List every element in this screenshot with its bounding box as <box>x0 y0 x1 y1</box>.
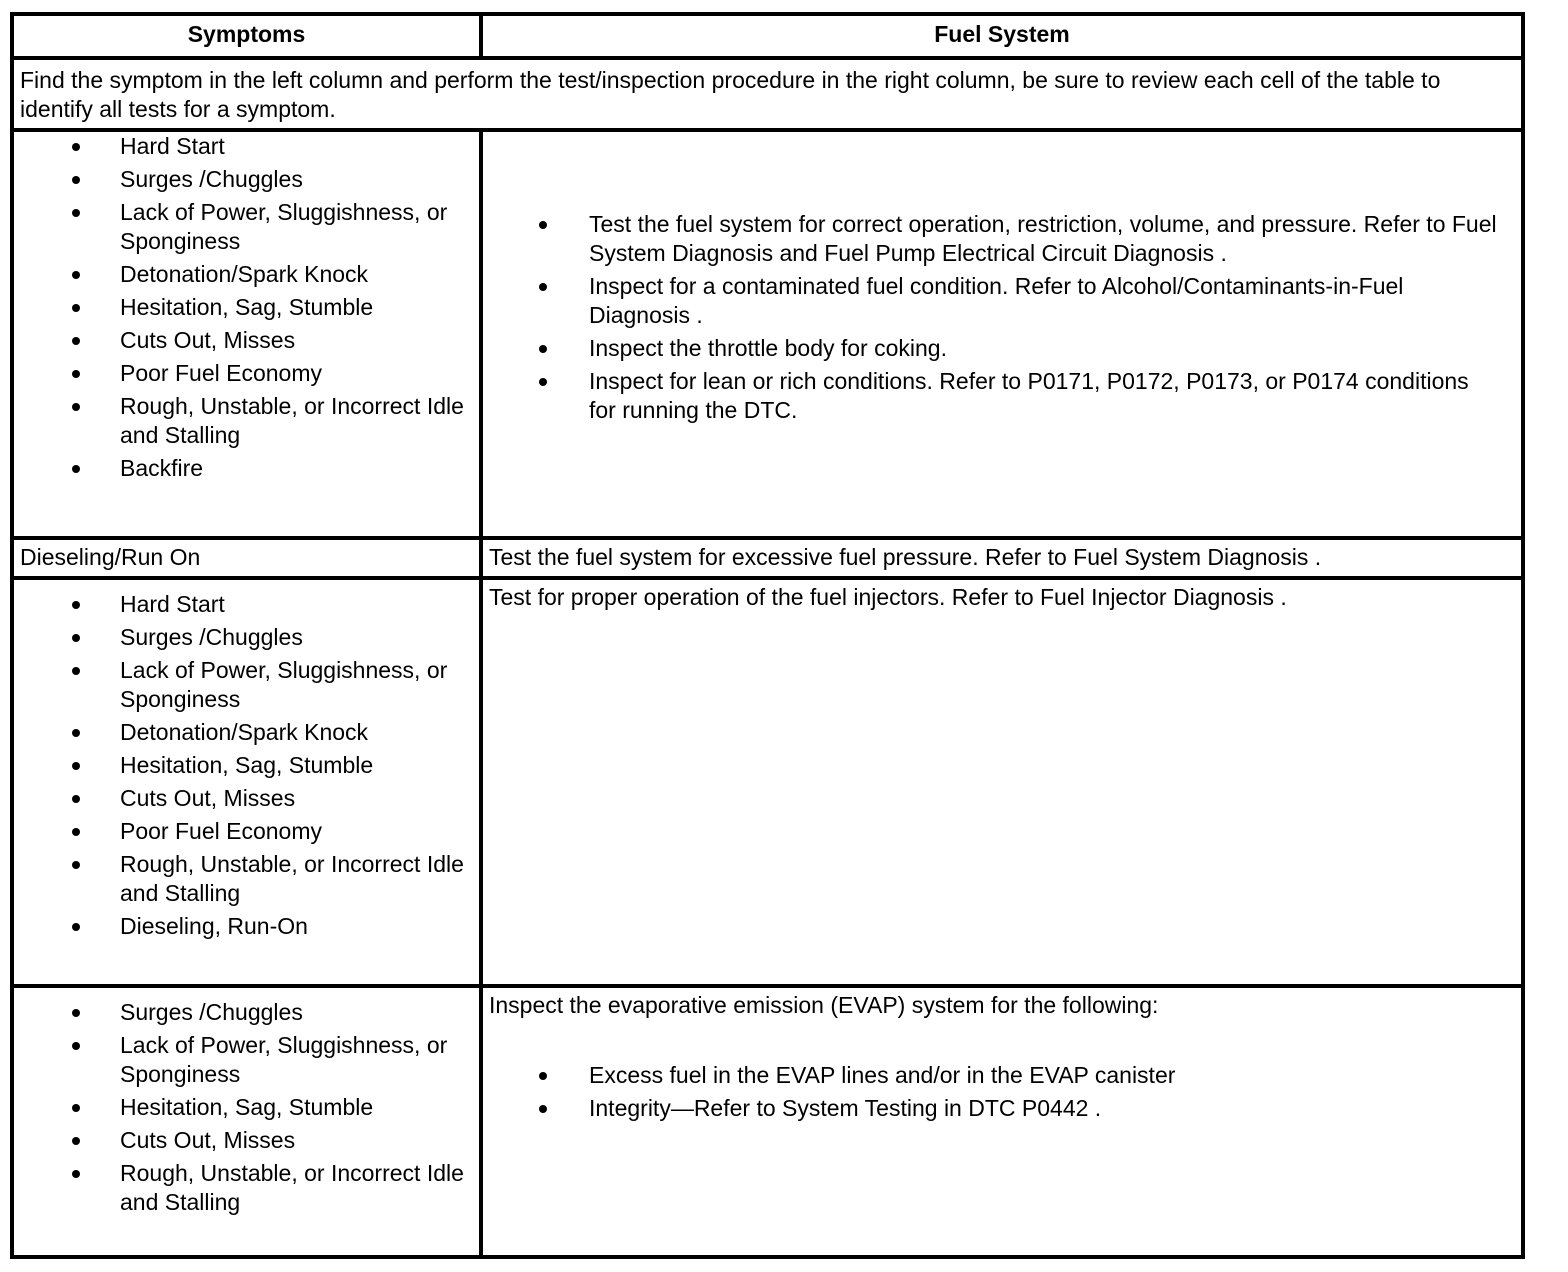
bullet-icon <box>72 1009 80 1017</box>
bullet-icon <box>539 221 547 229</box>
list-item <box>14 998 479 1027</box>
table-header-row <box>14 16 1521 56</box>
list-item <box>14 293 479 322</box>
header-cell-fuel-system <box>479 16 1521 56</box>
test-text: Test the fuel system for excessive fuel pressure. Refer to Fuel System Diagnosis . <box>489 544 1322 570</box>
bullet-icon <box>72 304 80 312</box>
test-label: Inspect for lean or rich conditions. Refer to P0171, P0172, P0173, or P0174 conditions for running the DTC. <box>589 368 1469 423</box>
header-cell-symptoms <box>14 16 479 56</box>
list-item <box>14 817 479 846</box>
symptom-label: Dieseling, Run-On <box>120 913 308 939</box>
symptom-label: Cuts Out, Misses <box>120 327 296 353</box>
symptom-label: Lack of Power, Sluggishness, or Sponginess <box>120 199 448 254</box>
list-item <box>14 718 479 747</box>
list-item <box>14 656 479 714</box>
list-item <box>483 367 1521 425</box>
intro-cell <box>14 60 1521 128</box>
list-item <box>14 1093 479 1122</box>
symptom-label: Poor Fuel Economy <box>120 818 322 844</box>
list-item <box>483 1061 1521 1090</box>
symptom-label: Hard Start <box>120 133 225 159</box>
bullet-icon <box>72 795 80 803</box>
bullet-icon <box>72 465 80 473</box>
bullet-icon <box>72 209 80 217</box>
bullet-icon <box>72 762 80 770</box>
symptoms-cell <box>14 540 479 576</box>
symptom-label: Surges /Chuggles <box>120 166 303 192</box>
list-item <box>14 590 479 619</box>
tests-cell <box>479 580 1521 984</box>
test-text: Inspect the evaporative emission (EVAP) system for the following: <box>489 992 1159 1018</box>
symptom-label: Hesitation, Sag, Stumble <box>120 1094 374 1120</box>
list-item <box>14 260 479 289</box>
bullet-icon <box>72 1042 80 1050</box>
symptom-list <box>14 988 479 1217</box>
list-item <box>14 912 479 941</box>
symptom-label: Rough, Unstable, or Incorrect Idle and Stalling <box>120 393 464 448</box>
list-item <box>483 1094 1521 1123</box>
symptom-label: Backfire <box>120 455 204 481</box>
symptoms-cell <box>14 580 479 984</box>
list-item <box>483 334 1521 363</box>
symptom-label: Hesitation, Sag, Stumble <box>120 294 374 320</box>
test-label: Integrity—Refer to System Testing in DTC P0442 . <box>589 1095 1102 1121</box>
symptom-table <box>10 12 1525 1259</box>
list-item <box>14 850 479 908</box>
bullet-icon <box>539 378 547 386</box>
symptom-label: Lack of Power, Sluggishness, or Sponginess <box>120 657 448 712</box>
list-item <box>483 210 1521 268</box>
list-item <box>14 165 479 194</box>
tests-cell <box>479 132 1521 536</box>
bullet-icon <box>539 345 547 353</box>
bullet-icon <box>72 1170 80 1178</box>
test-list <box>483 1020 1521 1123</box>
symptom-label: Surges /Chuggles <box>120 624 303 650</box>
bullet-icon <box>72 143 80 151</box>
bullet-icon <box>539 1072 547 1080</box>
list-item <box>483 272 1521 330</box>
symptom-label: Hard Start <box>120 591 225 617</box>
symptom-label: Poor Fuel Economy <box>120 360 322 386</box>
symptoms-cell <box>14 988 479 1255</box>
bullet-icon <box>539 1105 547 1113</box>
symptoms-cell <box>14 132 479 536</box>
bullet-icon <box>72 923 80 931</box>
bullet-icon <box>72 634 80 642</box>
bullet-icon <box>72 729 80 737</box>
symptom-label: Hesitation, Sag, Stumble <box>120 752 374 778</box>
symptom-label: Rough, Unstable, or Incorrect Idle and Stalling <box>120 851 464 906</box>
symptom-label: Detonation/Spark Knock <box>120 261 369 287</box>
test-label: Inspect for a contaminated fuel condition. Refer to Alcohol/Contaminants-in-Fuel Diagnosis . <box>589 273 1404 328</box>
header-fuel-system: Fuel System <box>934 21 1070 47</box>
test-label: Excess fuel in the EVAP lines and/or in the EVAP canister <box>589 1062 1176 1088</box>
list-item <box>14 198 479 256</box>
bullet-icon <box>72 601 80 609</box>
list-item <box>14 623 479 652</box>
table-row <box>14 128 1521 536</box>
bullet-icon <box>72 271 80 279</box>
list-item <box>14 359 479 388</box>
intro-row <box>14 56 1521 128</box>
list-item <box>14 1159 479 1217</box>
bullet-icon <box>72 861 80 869</box>
list-item <box>14 132 479 161</box>
list-item <box>14 392 479 450</box>
bullet-icon <box>72 828 80 836</box>
symptom-label: Cuts Out, Misses <box>120 785 296 811</box>
list-item <box>14 1126 479 1155</box>
symptom-label: Rough, Unstable, or Incorrect Idle and Stalling <box>120 1160 464 1215</box>
list-item <box>14 784 479 813</box>
symptom-label: Detonation/Spark Knock <box>120 719 369 745</box>
table-row <box>14 576 1521 984</box>
bullet-icon <box>539 283 547 291</box>
bullet-icon <box>72 1137 80 1145</box>
tests-cell <box>479 988 1521 1255</box>
symptom-list <box>14 580 479 941</box>
test-list <box>483 132 1521 425</box>
list-item <box>14 751 479 780</box>
table-row <box>14 536 1521 576</box>
symptom-text: Dieseling/Run On <box>20 544 201 570</box>
symptom-label: Surges /Chuggles <box>120 999 303 1025</box>
bullet-icon <box>72 1104 80 1112</box>
header-symptoms: Symptoms <box>187 21 306 47</box>
test-label: Inspect the throttle body for coking. <box>589 335 947 361</box>
intro-text: Find the symptom in the left column and perform the test/inspection procedure in the right column, be sure to review each cell of the table to identify all tests for a symptom. <box>20 67 1441 122</box>
bullet-icon <box>72 370 80 378</box>
table-row <box>14 984 1521 1255</box>
list-item <box>14 1031 479 1089</box>
bullet-icon <box>72 176 80 184</box>
bullet-icon <box>72 667 80 675</box>
list-item <box>14 454 479 483</box>
symptom-list <box>14 132 479 483</box>
test-label: Test the fuel system for correct operation, restriction, volume, and pressure. Refer to Fuel System Diagnosis and Fuel Pump Electrical Circuit Diagnosis . <box>589 211 1497 266</box>
tests-cell <box>479 540 1521 576</box>
bullet-icon <box>72 403 80 411</box>
list-item <box>14 326 479 355</box>
test-text: Test for proper operation of the fuel injectors. Refer to Fuel Injector Diagnosis . <box>489 584 1287 610</box>
symptom-label: Cuts Out, Misses <box>120 1127 296 1153</box>
bullet-icon <box>72 337 80 345</box>
symptom-label: Lack of Power, Sluggishness, or Sponginess <box>120 1032 448 1087</box>
